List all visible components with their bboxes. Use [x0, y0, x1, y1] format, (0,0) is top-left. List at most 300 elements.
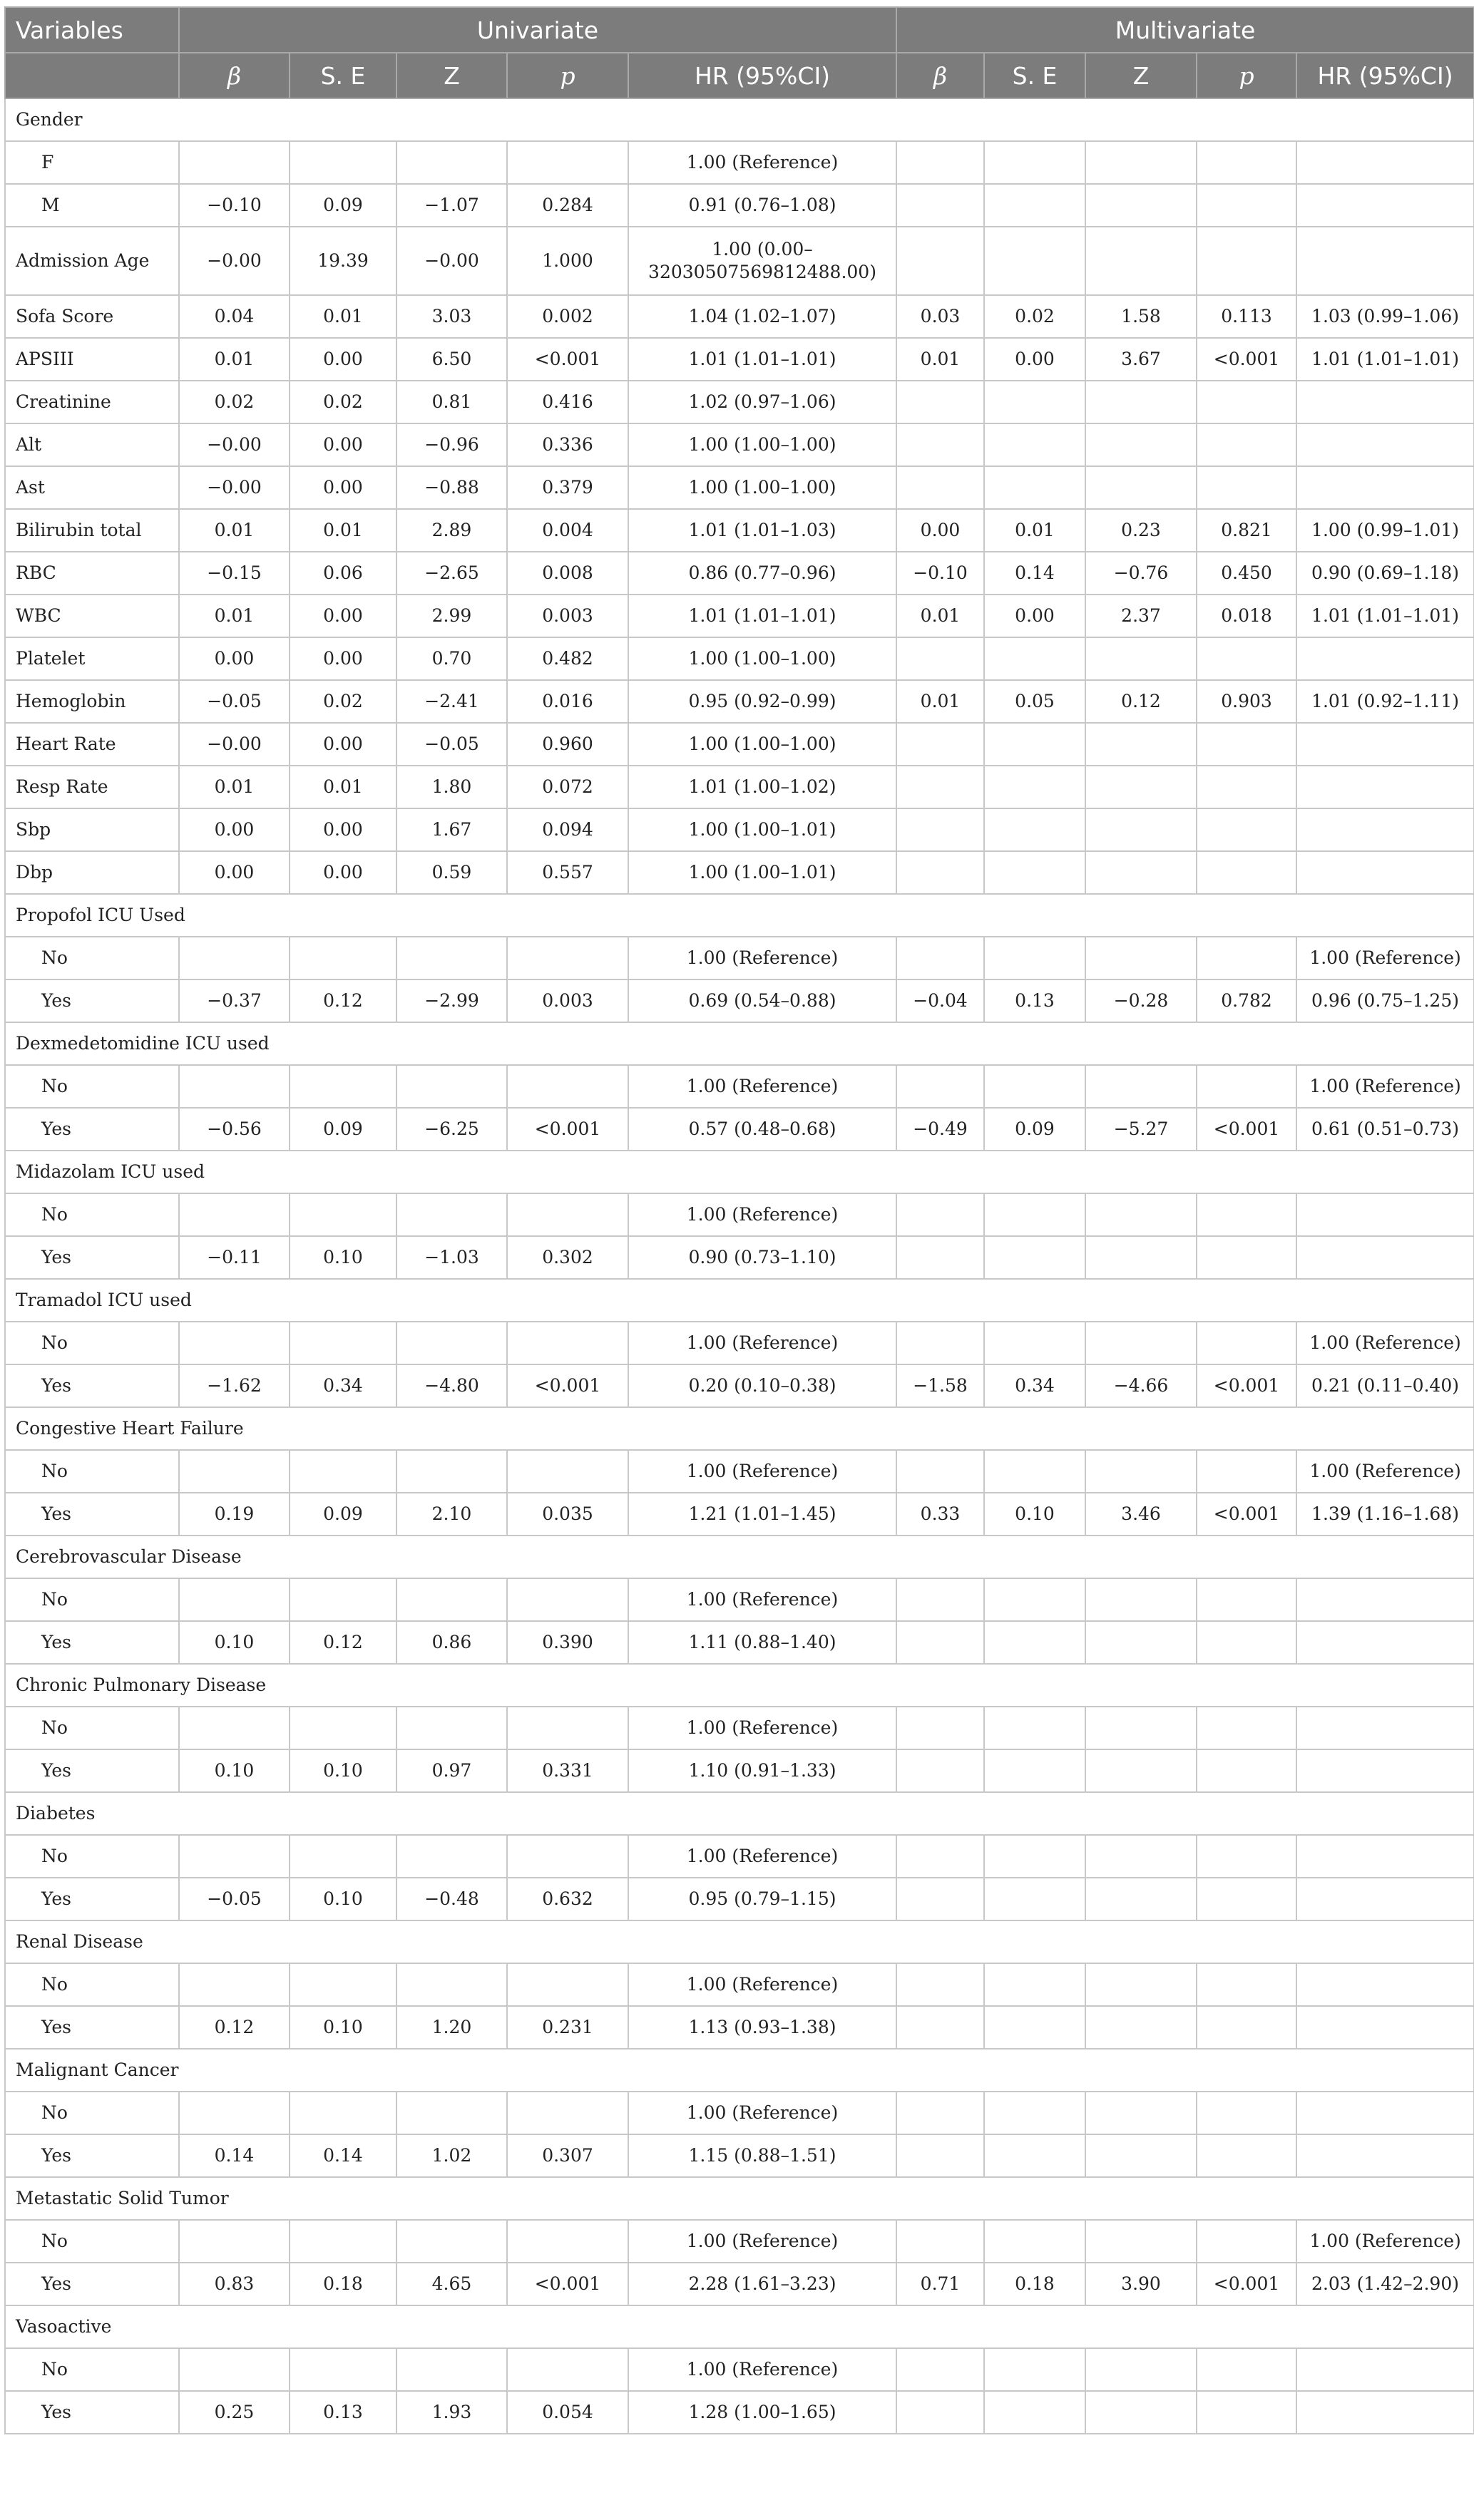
- cell-multi-se: [984, 1322, 1085, 1364]
- group-header-row: [5, 1792, 1474, 1835]
- row-label: Resp Rate: [5, 766, 179, 808]
- group-label: Propofol ICU Used: [5, 894, 1474, 937]
- cell-multi-p: [1197, 1450, 1296, 1493]
- cell-multi-z: [1085, 184, 1197, 227]
- cell-uni-se: 0.10: [290, 2006, 396, 2049]
- cell-uni-p: [507, 141, 628, 184]
- row-label: Platelet: [5, 637, 179, 680]
- cell-uni-beta: 0.01: [179, 766, 290, 808]
- cell-uni-z: 4.65: [396, 2263, 507, 2305]
- cell-multi-hr: [1296, 2134, 1474, 2177]
- cell-uni-se: 0.01: [290, 766, 396, 808]
- cell-multi-z: [1085, 1707, 1197, 1749]
- cell-uni-hr: 1.00 (1.00–1.01): [628, 851, 896, 894]
- group-header-row: [5, 1151, 1474, 1193]
- table-row: [5, 1707, 1474, 1749]
- cell-multi-p: 0.782: [1197, 979, 1296, 1022]
- cell-multi-hr: 0.21 (0.11–0.40): [1296, 1364, 1474, 1407]
- header-blank: [5, 53, 179, 98]
- group-header-row: [5, 2305, 1474, 2348]
- cell-uni-beta: 0.83: [179, 2263, 290, 2305]
- header-uni-z: Z: [396, 53, 507, 98]
- cell-multi-beta: [896, 466, 984, 509]
- cell-multi-p: [1197, 381, 1296, 423]
- cell-multi-beta: [896, 1835, 984, 1878]
- table-row: [5, 1621, 1474, 1664]
- cell-multi-se: 0.00: [984, 595, 1085, 637]
- table-row: [5, 295, 1474, 338]
- cell-multi-beta: [896, 851, 984, 894]
- cell-multi-hr: 1.39 (1.16–1.68): [1296, 1493, 1474, 1536]
- cell-multi-p: [1197, 2092, 1296, 2134]
- group-label: Malignant Cancer: [5, 2049, 1474, 2092]
- cell-uni-se: 19.39: [290, 227, 396, 295]
- cell-multi-p: [1197, 1749, 1296, 1792]
- cell-uni-hr: 0.57 (0.48–0.68): [628, 1108, 896, 1151]
- header-univariate: Univariate: [179, 7, 896, 53]
- cell-multi-hr: 1.00 (0.99–1.01): [1296, 509, 1474, 552]
- cell-multi-se: [984, 766, 1085, 808]
- cell-uni-se: 0.01: [290, 509, 396, 552]
- cell-uni-z: [396, 2348, 507, 2391]
- cell-uni-se: 0.09: [290, 1108, 396, 1151]
- cell-uni-p: 0.003: [507, 595, 628, 637]
- cell-multi-beta: 0.01: [896, 338, 984, 381]
- cell-multi-beta: 0.01: [896, 680, 984, 723]
- table-row: [5, 2134, 1474, 2177]
- cell-uni-se: [290, 1065, 396, 1108]
- cell-multi-hr: [1296, 184, 1474, 227]
- group-label: Midazolam ICU used: [5, 1151, 1474, 1193]
- cell-multi-z: 0.23: [1085, 509, 1197, 552]
- cell-multi-se: [984, 2134, 1085, 2177]
- cell-multi-se: 0.09: [984, 1108, 1085, 1151]
- cell-uni-se: 0.00: [290, 466, 396, 509]
- cell-multi-beta: [896, 1450, 984, 1493]
- cell-multi-z: [1085, 381, 1197, 423]
- cell-uni-beta: 0.04: [179, 295, 290, 338]
- header-uni-hr: HR (95%CI): [628, 53, 896, 98]
- cell-multi-beta: [896, 937, 984, 979]
- cell-uni-z: 0.97: [396, 1749, 507, 1792]
- table-row: [5, 595, 1474, 637]
- cell-multi-z: [1085, 227, 1197, 295]
- header-multi-beta: β: [896, 53, 984, 98]
- table-row: [5, 1578, 1474, 1621]
- cell-uni-hr: 0.95 (0.92–0.99): [628, 680, 896, 723]
- cell-uni-p: 0.035: [507, 1493, 628, 1536]
- cell-multi-p: [1197, 2348, 1296, 2391]
- table-row: [5, 338, 1474, 381]
- cell-uni-se: 0.13: [290, 2391, 396, 2434]
- cell-multi-p: [1197, 808, 1296, 851]
- cell-uni-p: 0.003: [507, 979, 628, 1022]
- table-row: [5, 1364, 1474, 1407]
- table-row: [5, 1835, 1474, 1878]
- cell-multi-p: 0.903: [1197, 680, 1296, 723]
- cell-multi-z: [1085, 141, 1197, 184]
- table-row: [5, 1322, 1474, 1364]
- cell-uni-z: 0.59: [396, 851, 507, 894]
- cell-multi-beta: 0.00: [896, 509, 984, 552]
- cell-uni-z: −2.41: [396, 680, 507, 723]
- cell-uni-se: [290, 1707, 396, 1749]
- cell-multi-z: [1085, 1236, 1197, 1279]
- cell-multi-p: <0.001: [1197, 1108, 1296, 1151]
- header-multivariate: Multivariate: [896, 7, 1474, 53]
- cell-uni-z: −2.99: [396, 979, 507, 1022]
- row-label: No: [5, 1578, 179, 1621]
- group-header-row: [5, 1279, 1474, 1322]
- cell-uni-se: 0.00: [290, 338, 396, 381]
- cell-uni-hr: 0.91 (0.76–1.08): [628, 184, 896, 227]
- cell-multi-p: [1197, 1878, 1296, 1920]
- group-header-row: [5, 98, 1474, 141]
- cell-uni-se: 0.00: [290, 808, 396, 851]
- row-label: WBC: [5, 595, 179, 637]
- table-row: [5, 1236, 1474, 1279]
- cell-multi-beta: −1.58: [896, 1364, 984, 1407]
- cell-multi-hr: 2.03 (1.42–2.90): [1296, 2263, 1474, 2305]
- cell-uni-se: 0.00: [290, 595, 396, 637]
- cell-multi-p: [1197, 1621, 1296, 1664]
- cell-multi-p: [1197, 766, 1296, 808]
- cell-uni-hr: 1.13 (0.93–1.38): [628, 2006, 896, 2049]
- cell-multi-hr: 1.01 (0.92–1.11): [1296, 680, 1474, 723]
- cell-multi-beta: [896, 2092, 984, 2134]
- row-label: Sbp: [5, 808, 179, 851]
- row-label: Yes: [5, 2134, 179, 2177]
- cell-uni-z: 3.03: [396, 295, 507, 338]
- cell-multi-se: [984, 184, 1085, 227]
- cell-uni-se: 0.10: [290, 1749, 396, 1792]
- table-row: [5, 423, 1474, 466]
- cell-uni-p: 0.302: [507, 1236, 628, 1279]
- cell-uni-hr: 1.00 (Reference): [628, 1707, 896, 1749]
- cell-uni-p: <0.001: [507, 2263, 628, 2305]
- cell-uni-beta: 0.00: [179, 851, 290, 894]
- header-row-groups: [5, 7, 1474, 53]
- cell-uni-p: [507, 1450, 628, 1493]
- cell-uni-z: [396, 1193, 507, 1236]
- cell-uni-z: [396, 1322, 507, 1364]
- cell-multi-hr: [1296, 808, 1474, 851]
- cell-uni-hr: 1.00 (1.00–1.00): [628, 423, 896, 466]
- cell-multi-beta: [896, 2134, 984, 2177]
- cell-multi-hr: [1296, 1193, 1474, 1236]
- row-label: No: [5, 937, 179, 979]
- row-label: No: [5, 1065, 179, 1108]
- cell-uni-z: −1.07: [396, 184, 507, 227]
- cell-multi-se: [984, 723, 1085, 766]
- cell-multi-p: [1197, 466, 1296, 509]
- table-row: [5, 808, 1474, 851]
- cell-uni-z: 1.67: [396, 808, 507, 851]
- cell-multi-beta: [896, 723, 984, 766]
- cell-multi-se: 0.14: [984, 552, 1085, 595]
- cell-multi-beta: [896, 1621, 984, 1664]
- table-row: [5, 1108, 1474, 1151]
- cell-uni-z: −0.00: [396, 227, 507, 295]
- table-row: [5, 680, 1474, 723]
- cell-uni-z: [396, 1065, 507, 1108]
- cell-multi-p: <0.001: [1197, 338, 1296, 381]
- cell-multi-hr: [1296, 423, 1474, 466]
- cell-uni-beta: 0.25: [179, 2391, 290, 2434]
- cell-multi-beta: [896, 1193, 984, 1236]
- cell-uni-se: [290, 1322, 396, 1364]
- cell-uni-p: 0.557: [507, 851, 628, 894]
- cell-multi-z: 3.90: [1085, 2263, 1197, 2305]
- cell-uni-z: 2.99: [396, 595, 507, 637]
- cell-multi-beta: [896, 1322, 984, 1364]
- cell-uni-beta: 0.10: [179, 1621, 290, 1664]
- cell-multi-se: 0.18: [984, 2263, 1085, 2305]
- cell-uni-se: [290, 141, 396, 184]
- cell-multi-se: [984, 2220, 1085, 2263]
- table-row: [5, 466, 1474, 509]
- cell-multi-z: [1085, 1621, 1197, 1664]
- row-label: Yes: [5, 2006, 179, 2049]
- header-multi-se: S. E: [984, 53, 1085, 98]
- group-header-row: [5, 2177, 1474, 2220]
- cell-multi-p: [1197, 2006, 1296, 2049]
- cell-multi-p: 0.821: [1197, 509, 1296, 552]
- cell-uni-hr: 1.15 (0.88–1.51): [628, 2134, 896, 2177]
- group-label: Vasoactive: [5, 2305, 1474, 2348]
- cell-multi-hr: 1.00 (Reference): [1296, 1065, 1474, 1108]
- cell-multi-p: <0.001: [1197, 1364, 1296, 1407]
- cell-multi-se: [984, 2006, 1085, 2049]
- cell-uni-hr: 1.00 (Reference): [628, 141, 896, 184]
- cell-multi-z: [1085, 2391, 1197, 2434]
- table-row: [5, 1493, 1474, 1536]
- cell-uni-p: [507, 1193, 628, 1236]
- cell-multi-hr: [1296, 637, 1474, 680]
- row-label: Yes: [5, 1621, 179, 1664]
- group-header-row: [5, 894, 1474, 937]
- table-row: [5, 2092, 1474, 2134]
- group-header-row: [5, 1407, 1474, 1450]
- group-label: Dexmedetomidine ICU used: [5, 1022, 1474, 1065]
- cell-multi-hr: [1296, 1749, 1474, 1792]
- cell-multi-beta: [896, 1578, 984, 1621]
- cell-multi-se: [984, 466, 1085, 509]
- cell-multi-beta: −0.10: [896, 552, 984, 595]
- cell-multi-z: [1085, 466, 1197, 509]
- cell-uni-beta: [179, 2092, 290, 2134]
- cell-uni-z: 2.10: [396, 1493, 507, 1536]
- header-multi-z: Z: [1085, 53, 1197, 98]
- cell-multi-beta: [896, 766, 984, 808]
- cell-multi-hr: [1296, 141, 1474, 184]
- cell-uni-hr: 1.00 (1.00–1.00): [628, 723, 896, 766]
- cell-uni-p: 0.331: [507, 1749, 628, 1792]
- cell-multi-hr: 1.00 (Reference): [1296, 937, 1474, 979]
- cell-multi-beta: [896, 637, 984, 680]
- cell-multi-p: [1197, 1065, 1296, 1108]
- cell-uni-se: 0.06: [290, 552, 396, 595]
- cell-multi-hr: [1296, 1236, 1474, 1279]
- cell-multi-hr: [1296, 1707, 1474, 1749]
- cell-uni-p: [507, 1835, 628, 1878]
- cell-multi-se: 0.01: [984, 509, 1085, 552]
- cell-uni-z: −6.25: [396, 1108, 507, 1151]
- cell-uni-hr: 0.90 (0.73–1.10): [628, 1236, 896, 1279]
- cell-uni-se: 0.01: [290, 295, 396, 338]
- cell-multi-se: [984, 1707, 1085, 1749]
- cell-multi-se: [984, 381, 1085, 423]
- cell-uni-beta: −0.10: [179, 184, 290, 227]
- table-row: [5, 2348, 1474, 2391]
- cell-multi-p: <0.001: [1197, 1493, 1296, 1536]
- cell-multi-se: [984, 423, 1085, 466]
- cell-multi-se: [984, 851, 1085, 894]
- cell-multi-p: [1197, 141, 1296, 184]
- cell-uni-z: 2.89: [396, 509, 507, 552]
- cell-uni-hr: 1.00 (Reference): [628, 2348, 896, 2391]
- cell-uni-se: [290, 1578, 396, 1621]
- cell-uni-p: 0.379: [507, 466, 628, 509]
- cell-uni-z: [396, 1450, 507, 1493]
- row-label: Hemoglobin: [5, 680, 179, 723]
- row-label: No: [5, 1193, 179, 1236]
- row-label: M: [5, 184, 179, 227]
- table-row: [5, 184, 1474, 227]
- cell-multi-p: [1197, 1578, 1296, 1621]
- cell-uni-se: 0.00: [290, 637, 396, 680]
- cell-uni-se: [290, 2220, 396, 2263]
- cell-multi-se: [984, 1878, 1085, 1920]
- row-label: Ast: [5, 466, 179, 509]
- cell-uni-beta: −0.56: [179, 1108, 290, 1151]
- cell-multi-se: [984, 1578, 1085, 1621]
- cell-uni-p: [507, 1578, 628, 1621]
- table-row: [5, 1193, 1474, 1236]
- cell-multi-beta: [896, 2006, 984, 2049]
- cell-uni-p: 0.284: [507, 184, 628, 227]
- cell-uni-p: 0.004: [507, 509, 628, 552]
- table-row: [5, 1963, 1474, 2006]
- row-label: Bilirubin total: [5, 509, 179, 552]
- cell-uni-beta: [179, 2220, 290, 2263]
- cell-uni-p: [507, 937, 628, 979]
- cell-multi-p: [1197, 1193, 1296, 1236]
- cell-multi-beta: [896, 184, 984, 227]
- cell-uni-p: [507, 1065, 628, 1108]
- row-label: Yes: [5, 2391, 179, 2434]
- group-header-row: [5, 1022, 1474, 1065]
- cell-uni-p: 0.094: [507, 808, 628, 851]
- cell-multi-hr: [1296, 2348, 1474, 2391]
- cell-uni-se: 0.00: [290, 723, 396, 766]
- cell-multi-se: [984, 808, 1085, 851]
- table-row: [5, 141, 1474, 184]
- cell-multi-p: [1197, 1322, 1296, 1364]
- row-label: Heart Rate: [5, 723, 179, 766]
- cell-multi-beta: [896, 1749, 984, 1792]
- cell-multi-beta: [896, 1236, 984, 1279]
- cell-multi-se: [984, 1065, 1085, 1108]
- cell-uni-beta: 0.01: [179, 509, 290, 552]
- cell-multi-hr: [1296, 2006, 1474, 2049]
- cell-multi-hr: 0.96 (0.75–1.25): [1296, 979, 1474, 1022]
- row-label: No: [5, 1322, 179, 1364]
- cell-uni-beta: −0.11: [179, 1236, 290, 1279]
- cell-multi-se: [984, 2348, 1085, 2391]
- cell-uni-beta: [179, 2348, 290, 2391]
- cell-uni-hr: 1.00 (Reference): [628, 1065, 896, 1108]
- cell-multi-z: [1085, 2092, 1197, 2134]
- cell-uni-beta: −0.37: [179, 979, 290, 1022]
- cell-multi-se: [984, 937, 1085, 979]
- cell-uni-hr: 1.01 (1.01–1.03): [628, 509, 896, 552]
- cell-multi-se: [984, 2092, 1085, 2134]
- cell-uni-se: [290, 1450, 396, 1493]
- cell-multi-z: 2.37: [1085, 595, 1197, 637]
- row-label: Sofa Score: [5, 295, 179, 338]
- cell-uni-p: [507, 1963, 628, 2006]
- row-label: Yes: [5, 1493, 179, 1536]
- cell-uni-se: [290, 1963, 396, 2006]
- cell-multi-beta: [896, 1065, 984, 1108]
- cell-uni-p: 0.482: [507, 637, 628, 680]
- cell-multi-z: [1085, 766, 1197, 808]
- cell-multi-se: [984, 1835, 1085, 1878]
- cell-uni-hr: 1.21 (1.01–1.45): [628, 1493, 896, 1536]
- cell-uni-z: [396, 2220, 507, 2263]
- cell-multi-z: 1.58: [1085, 295, 1197, 338]
- cell-uni-hr: 0.69 (0.54–0.88): [628, 979, 896, 1022]
- cell-multi-z: 3.46: [1085, 1493, 1197, 1536]
- header-multi-p: p: [1197, 53, 1296, 98]
- table-row: [5, 1749, 1474, 1792]
- cell-uni-z: 6.50: [396, 338, 507, 381]
- table-row: [5, 1450, 1474, 1493]
- cell-uni-p: <0.001: [507, 1108, 628, 1151]
- cell-multi-p: [1197, 2134, 1296, 2177]
- cell-uni-beta: [179, 1707, 290, 1749]
- cell-uni-hr: 1.00 (0.00–32030507569812488.00): [628, 227, 896, 295]
- row-label: Admission Age: [5, 227, 179, 295]
- cell-multi-beta: 0.71: [896, 2263, 984, 2305]
- group-header-row: [5, 1664, 1474, 1707]
- cell-uni-p: [507, 1707, 628, 1749]
- cell-multi-se: [984, 227, 1085, 295]
- table-row: [5, 2220, 1474, 2263]
- cell-multi-p: [1197, 723, 1296, 766]
- cell-multi-hr: [1296, 381, 1474, 423]
- cell-multi-beta: [896, 381, 984, 423]
- row-label: Dbp: [5, 851, 179, 894]
- cell-uni-beta: 0.10: [179, 1749, 290, 1792]
- cell-multi-p: 0.113: [1197, 295, 1296, 338]
- cell-multi-z: −0.76: [1085, 552, 1197, 595]
- cell-uni-beta: [179, 1835, 290, 1878]
- cell-uni-z: −0.05: [396, 723, 507, 766]
- cell-multi-hr: 1.01 (1.01–1.01): [1296, 338, 1474, 381]
- cell-multi-z: 3.67: [1085, 338, 1197, 381]
- cell-uni-hr: 1.00 (Reference): [628, 2220, 896, 2263]
- header-uni-p: p: [507, 53, 628, 98]
- cell-multi-hr: [1296, 227, 1474, 295]
- cell-uni-p: <0.001: [507, 1364, 628, 1407]
- cell-uni-beta: −0.00: [179, 423, 290, 466]
- cell-multi-se: [984, 1963, 1085, 2006]
- cell-uni-beta: [179, 1450, 290, 1493]
- cell-uni-se: [290, 1193, 396, 1236]
- cell-multi-hr: 0.90 (0.69–1.18): [1296, 552, 1474, 595]
